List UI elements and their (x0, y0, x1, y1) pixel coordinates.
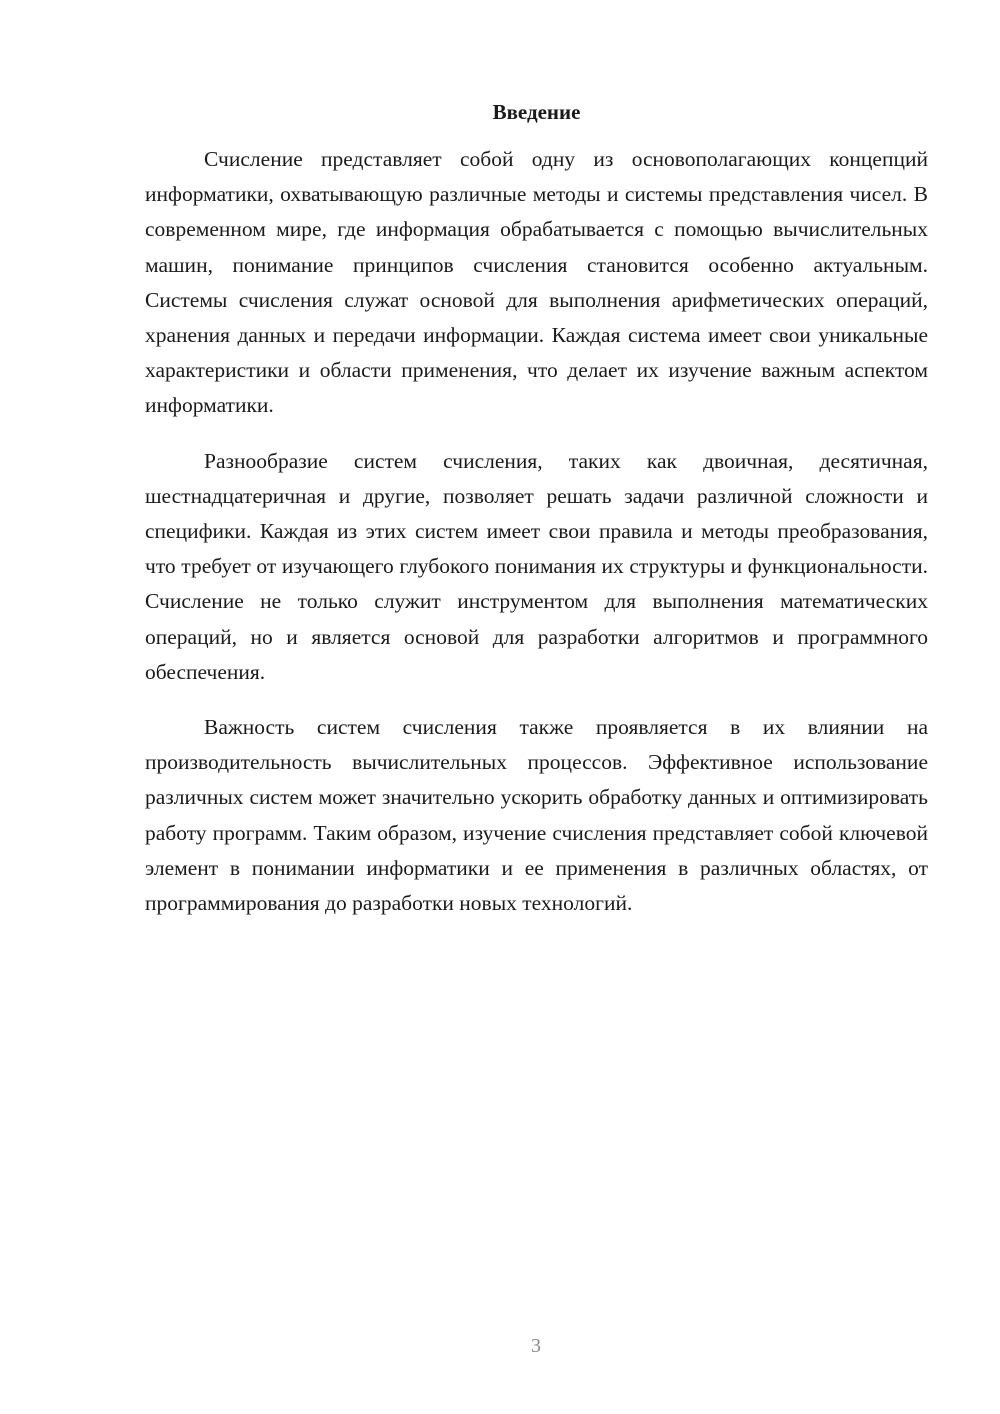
section-heading: Введение (492, 100, 581, 124)
page-number: 3 (531, 1335, 541, 1357)
paragraph-2: Разнообразие систем счисления, таких как двоичная, десятичная, шестнадцатеричная и другие, позволяет решать задачи различной сложности и специфики. Каждая из этих систем имеет свои правила и методы преобразования, что требует от изучающего глубокого понимания их структуры и функциональности. Счисление не только служит инструментом для выполнения математических операций, но и является основой для разработки алгоритмов и программного обеспечения. (145, 448, 928, 684)
paragraph-1: Счисление представляет собой одну из основополагающих концепций информатики, охватывающую различные методы и системы представления чисел. В современном мире, где информация обрабатывается с помощью вычислительных машин, понимание принципов счисления становится особенно актуальным. Системы счисления служат основой для выполнения арифметических операций, хранения данных и передачи информации. Каждая система имеет свои уникальные характеристики и области применения, что делает их изучение важным аспектом информатики. (145, 147, 928, 418)
section-body (145, 142, 928, 921)
paragraph-3: Важность систем счисления также проявляется в их влиянии на производительность вычислительных процессов. Эффективное использование различных систем может значительно ускорить обработку данных и оптимизировать работу программ. Таким образом, изучение счисления представляет собой ключевой элемент в понимании информатики и ее применения в различных областях, от программирования до разработки новых технологий. (145, 715, 928, 916)
